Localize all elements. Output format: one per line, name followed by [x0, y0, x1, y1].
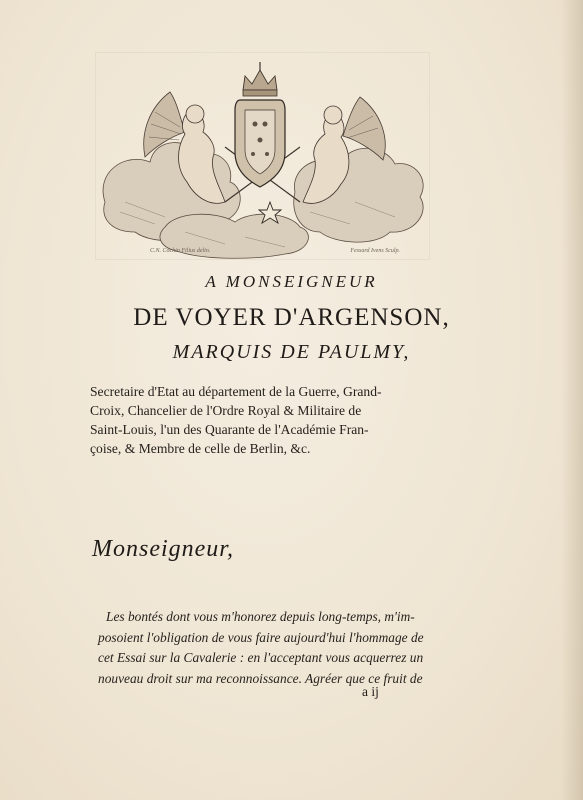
salutation: Monseigneur, [92, 536, 234, 562]
engraver-credit-right: Fessard Ivens Sculp. [350, 248, 400, 254]
dedication-heading-line1: A MONSEIGNEUR [205, 272, 378, 291]
right-angel-head [324, 106, 342, 124]
engraving-credits [150, 248, 400, 262]
left-angel-head [186, 105, 204, 123]
engraver-credit-left: C.N. Cochin Filius delin. [150, 248, 211, 254]
crown [243, 70, 277, 90]
dedication-heading-name: DE VOYER D'ARGENSON, [133, 304, 450, 331]
body-line: posoient l'obligation de vous faire aujourd'hui l'hommage de [98, 629, 424, 645]
body-line: nouveau droit sur ma reconnoissance. Agréer que ce fruit de [98, 670, 423, 686]
page-gutter-shadow [561, 0, 583, 800]
engraved-vignette-illustration [95, 52, 430, 260]
body-line: Les bontés dont vous m'honorez depuis long-temps, m'im- [106, 609, 415, 624]
body-line: cet Essai sur la Cavalerie : en l'acceptant vous acquerrez un [98, 650, 424, 665]
titles-line: Saint-Louis, l'un des Quarante de l'Académie Fran- [90, 422, 369, 437]
dedication-heading-title: MARQUIS DE PAULMY, [172, 341, 411, 363]
titles-line: Secretaire d'Etat au département de la Guerre, Grand- [90, 384, 382, 399]
titles-line: çoise, & Membre de celle de Berlin, &c. [90, 441, 311, 456]
titles-line: Croix, Chancelier de l'Ordre Royal & Militaire de [90, 403, 362, 418]
signature-mark: a ij [362, 684, 379, 699]
dedicatee-titles [90, 382, 460, 458]
dedication-body [98, 607, 443, 689]
